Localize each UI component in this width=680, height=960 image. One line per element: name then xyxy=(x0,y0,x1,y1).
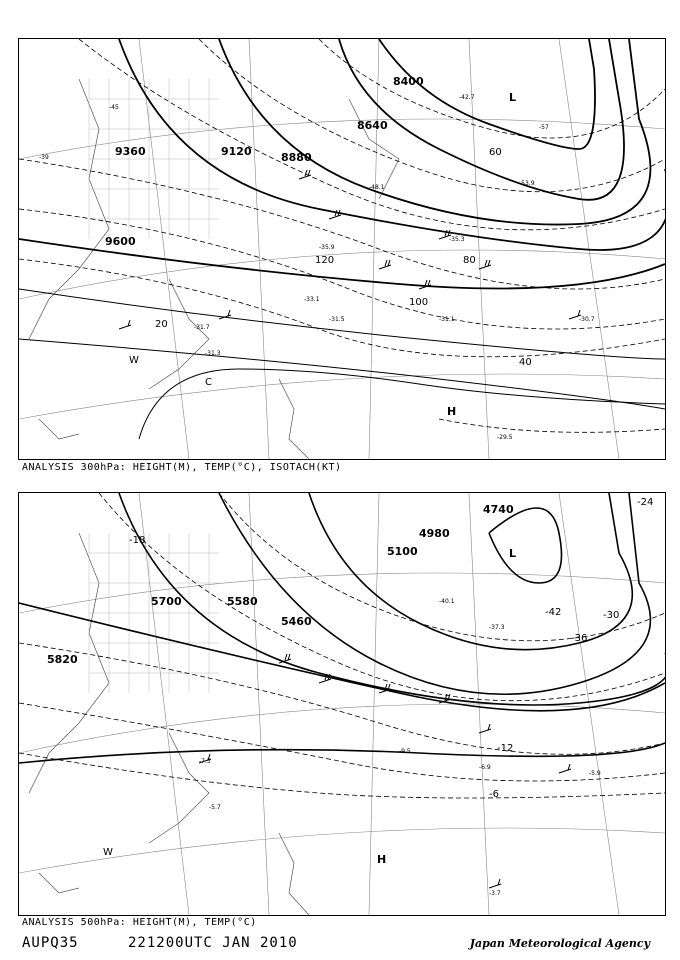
graticule xyxy=(19,39,665,459)
height-label: 4980 xyxy=(419,527,450,540)
isotach-label: 120 xyxy=(315,255,335,266)
height-label: 8400 xyxy=(393,75,424,88)
temp-label: -57 xyxy=(539,124,549,131)
temp-label: -31.1 xyxy=(439,316,455,323)
temp-label: -31.3 xyxy=(205,350,221,357)
temp-label: -40.1 xyxy=(439,598,455,605)
caption-500hpa: ANALYSIS 500hPa: HEIGHT(M), TEMP(°C) xyxy=(22,917,257,928)
temp-label: -7.5 xyxy=(199,758,211,765)
isotach-labels xyxy=(155,147,532,368)
coastline xyxy=(29,79,399,459)
height-label: 5700 xyxy=(151,595,182,608)
temp-label: -5.7 xyxy=(209,804,221,811)
caption-300hpa: ANALYSIS 300hPa: HEIGHT(M), TEMP(°C), ISOTACH(KT) xyxy=(22,462,342,473)
chart-500hpa xyxy=(18,492,666,916)
height-labels xyxy=(47,503,517,666)
temp-label: -18 xyxy=(129,535,146,546)
height-label: 4740 xyxy=(483,503,514,516)
product-code: AUPQ35 xyxy=(22,935,79,951)
low-pressure-marker: L xyxy=(509,547,517,560)
temp-label: -5.9 xyxy=(589,770,601,777)
temp-label: -31.5 xyxy=(329,316,345,323)
high-pressure-marker: H xyxy=(377,853,387,866)
isotach-label: 100 xyxy=(409,297,429,308)
height-label: 5820 xyxy=(47,653,78,666)
isotach-label: 40 xyxy=(519,357,532,368)
isotachs xyxy=(19,289,665,439)
temp-label: -42 xyxy=(545,607,562,618)
temp-label: -3.7 xyxy=(489,890,501,897)
temp-label: -30.7 xyxy=(579,316,595,323)
temp-label: -6 xyxy=(489,789,499,800)
cold-marker: C xyxy=(205,377,212,388)
valid-time: 221200UTC JAN 2010 xyxy=(128,935,298,951)
temp-label: -45 xyxy=(109,104,119,111)
agency-name: Japan Meteorological Agency xyxy=(469,937,650,950)
temp-label: -33.1 xyxy=(304,296,320,303)
temp-label: -9.5 xyxy=(399,748,411,755)
height-contours xyxy=(19,493,665,763)
height-label: 5580 xyxy=(227,595,258,608)
warm-marker: W xyxy=(103,847,113,858)
height-label: 8640 xyxy=(357,119,388,132)
temp-label: -6.9 xyxy=(479,764,491,771)
temp-label: -30 xyxy=(603,610,620,621)
temp-label: -36 xyxy=(571,633,588,644)
temp-label: -53.9 xyxy=(519,180,535,187)
high-pressure-marker: H xyxy=(447,405,457,418)
temp-label: -31.7 xyxy=(194,324,210,331)
isotach-label: 20 xyxy=(155,319,168,330)
chart-300hpa-map xyxy=(19,39,665,459)
temp-label: -24 xyxy=(637,497,654,508)
temp-label: -48.1 xyxy=(369,184,385,191)
height-label: 5100 xyxy=(387,545,418,558)
temp-label: -35.3 xyxy=(449,236,465,243)
height-label: 9360 xyxy=(115,145,146,158)
hatched-region xyxy=(89,79,219,239)
temp-label: -39 xyxy=(39,154,49,161)
isotach-label: 80 xyxy=(463,255,476,266)
low-pressure-marker: L xyxy=(509,91,517,104)
temp-label: -42.7 xyxy=(459,94,475,101)
height-label: 8880 xyxy=(281,151,312,164)
chart-500hpa-map xyxy=(19,493,665,915)
temp-label: -12 xyxy=(497,743,514,754)
temp-label: -35.9 xyxy=(319,244,335,251)
chart-300hpa xyxy=(18,38,666,460)
isotach-label: 60 xyxy=(489,147,502,158)
height-contours xyxy=(19,39,665,289)
height-label: 5460 xyxy=(281,615,312,628)
temp-label: -37.3 xyxy=(489,624,505,631)
warm-marker: W xyxy=(129,355,139,366)
height-label: 9600 xyxy=(105,235,136,248)
temp-label: -29.5 xyxy=(497,434,513,441)
height-label: 9120 xyxy=(221,145,252,158)
